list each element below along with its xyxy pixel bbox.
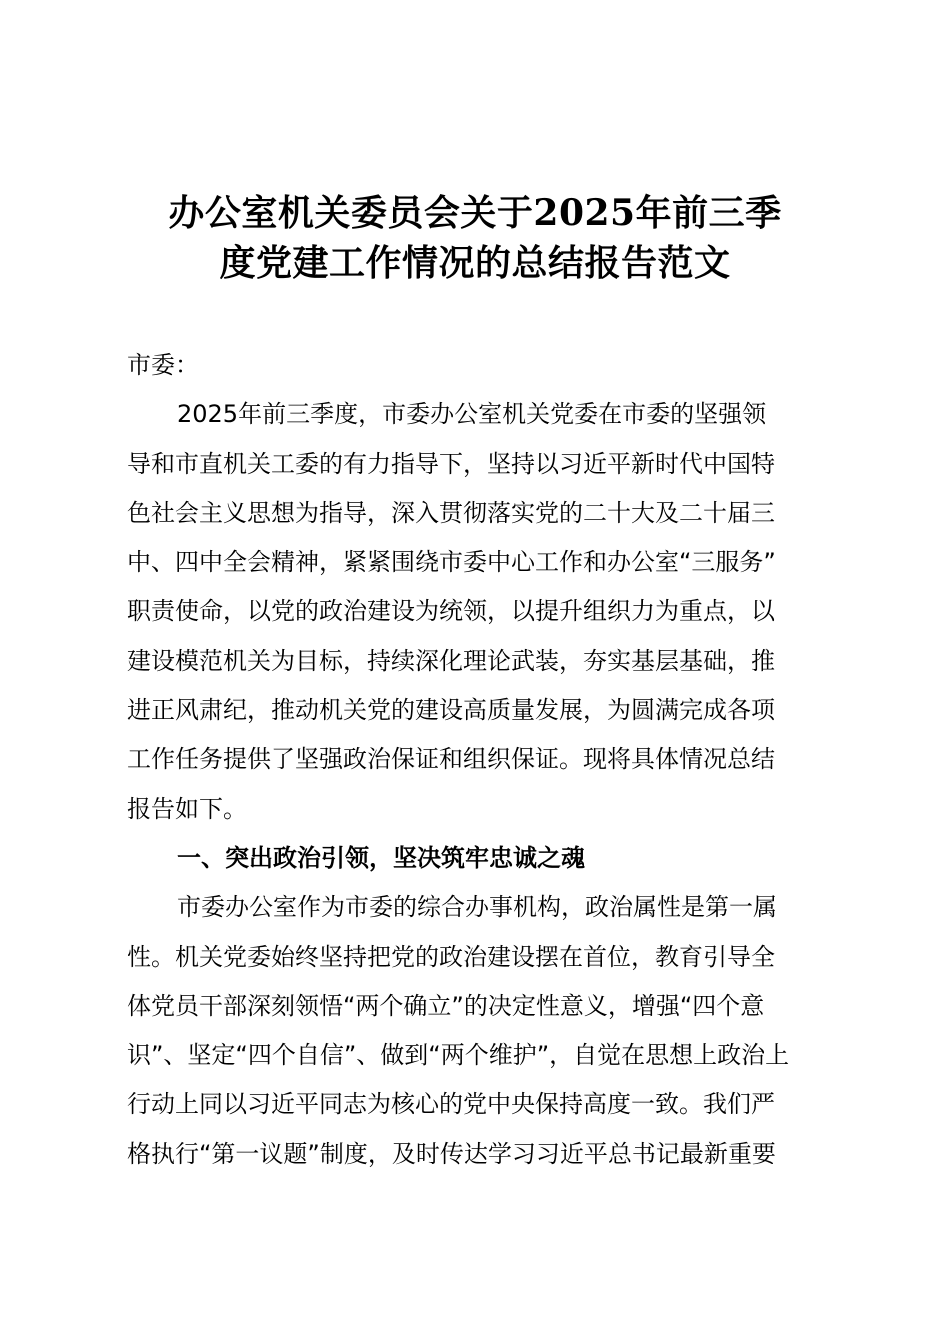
section-heading-1: 一、突出政治引领，坚决筑牢忠诚之魂 — [177, 843, 585, 872]
salutation: 市委： — [127, 351, 199, 379]
paragraph-line: 导和市直机关工委的有力指导下，坚持以习近平新时代中国特 — [127, 449, 775, 478]
document-body — [127, 341, 827, 1179]
paragraph-line: 报告如下。 — [127, 794, 247, 823]
paragraph-line: 职责使命，以党的政治建设为统领，以提升组织力为重点，以 — [127, 597, 775, 626]
paragraph-line: 格执行“第一议题”制度，及时传达学习习近平总书记最新重要 — [127, 1139, 776, 1168]
paragraph-line: 市委办公室作为市委的综合办事机构，政治属性是第一属 — [177, 893, 777, 922]
paragraph-line: 2025年前三季度，市委办公室机关党委在市委的坚强领 — [177, 400, 767, 429]
paragraph-line: 性。机关党委始终坚持把党的政治建设摆在首位，教育引导全 — [127, 942, 775, 971]
paragraph-intro — [127, 390, 827, 834]
title-line-2: 度党建工作情况的总结报告范文 — [219, 242, 731, 284]
paragraph-line: 中、四中全会精神，紧紧围绕市委中心工作和办公室“三服务” — [127, 548, 776, 577]
paragraph-line: 工作任务提供了坚强政治保证和组织保证。现将具体情况总结 — [127, 745, 775, 774]
paragraph-line: 色社会主义思想为指导，深入贯彻落实党的二十大及二十届三 — [127, 498, 775, 527]
paragraph-line: 行动上同以习近平同志为核心的党中央保持高度一致。我们严 — [127, 1090, 775, 1119]
document-title — [120, 188, 830, 288]
paragraph-line: 识”、坚定“四个自信”、做到“两个维护”，自觉在思想上政治上 — [127, 1041, 790, 1070]
paragraph-line: 体党员干部深刻领悟“两个确立”的决定性意义，增强“四个意 — [127, 991, 765, 1020]
title-line-1: 办公室机关委员会关于2025年前三季 — [168, 192, 782, 234]
paragraph-section-1 — [127, 883, 827, 1179]
paragraph-line: 进正风肃纪，推动机关党的建设高质量发展，为圆满完成各项 — [127, 696, 775, 725]
paragraph-line: 建设模范机关为目标，持续深化理论武装，夯实基层基础，推 — [127, 646, 775, 675]
